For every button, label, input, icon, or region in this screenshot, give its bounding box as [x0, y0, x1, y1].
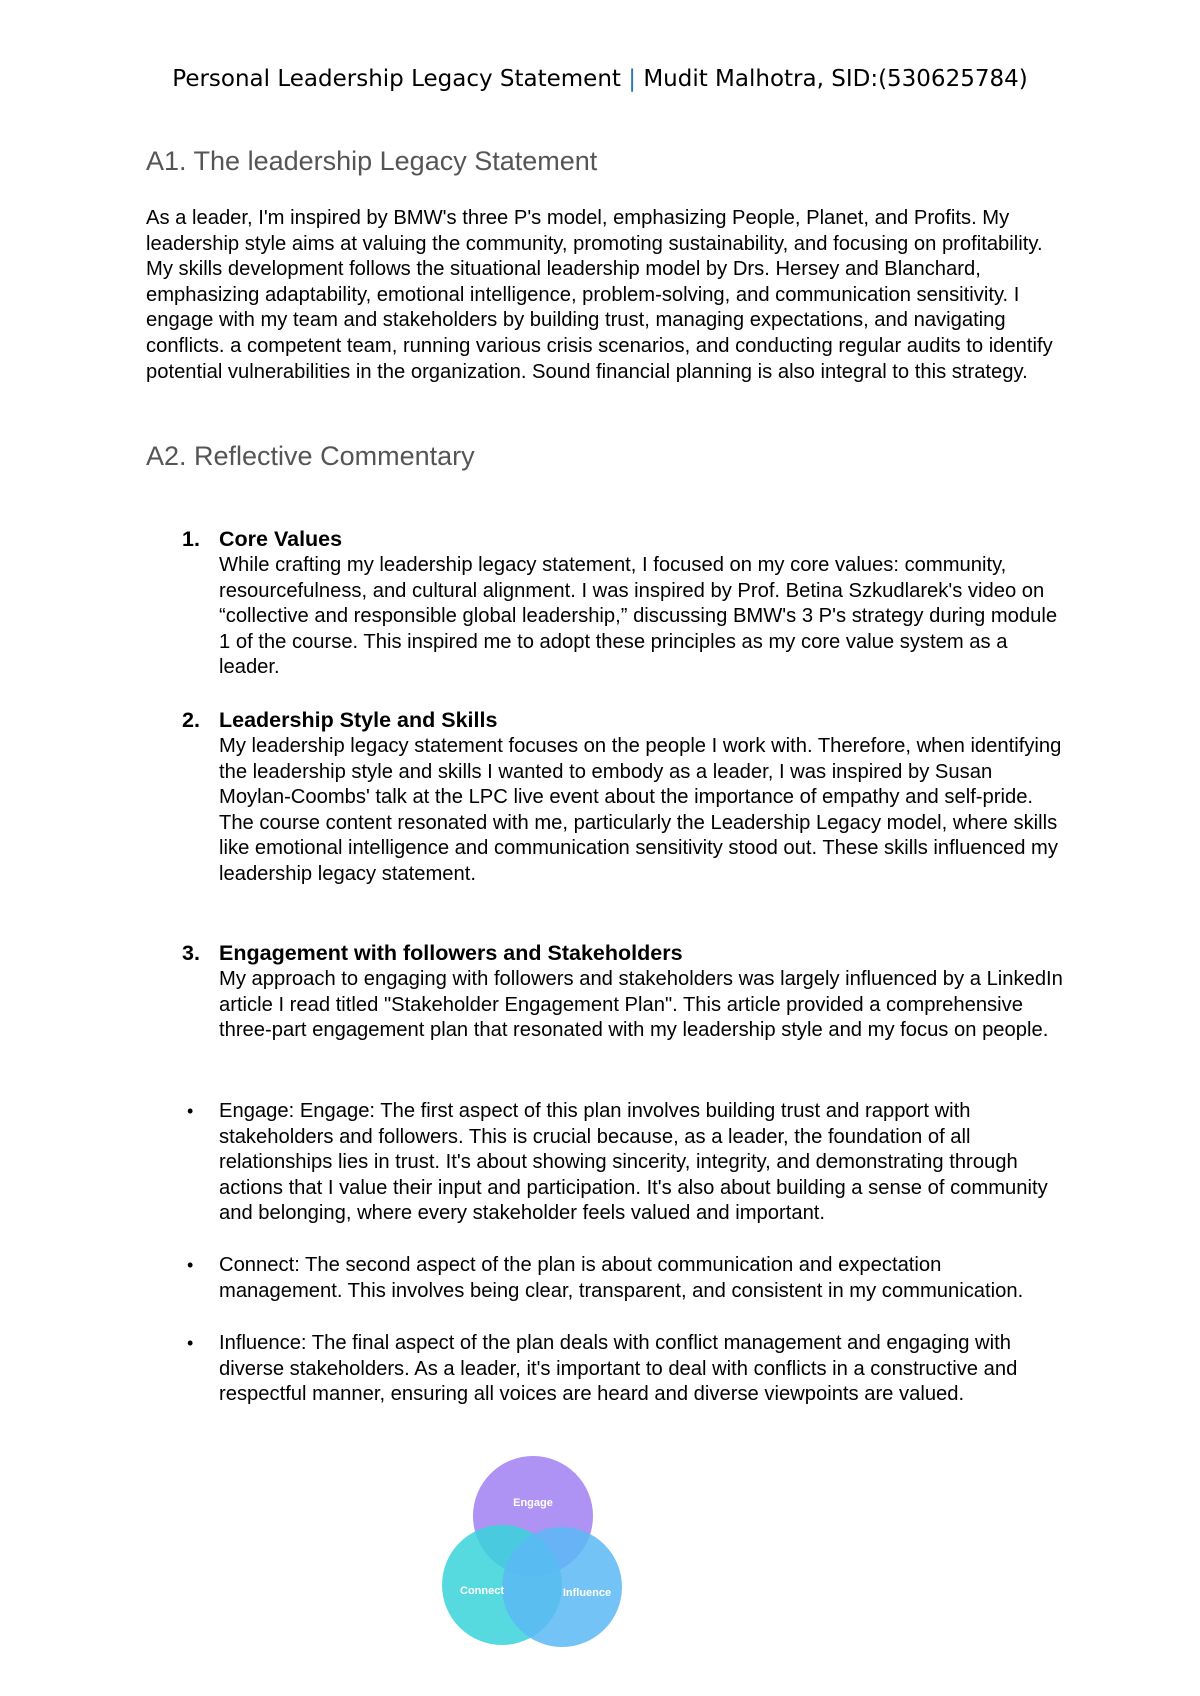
item-title: Leadership Style and Skills: [219, 708, 498, 732]
venn-label-connect: Connect: [460, 1585, 504, 1597]
venn-label-influence: Influence: [562, 1587, 612, 1599]
bullet-dot-icon: •: [187, 1101, 194, 1121]
item-number: 3.: [182, 941, 200, 965]
item-text: My leadership legacy statement focuses on the people I work with. Therefore, when identifying the leadership style and skills I wanted to embody as a leader, I was inspired by Susan Moylan-Coombs' talk at the LPC live event about the importance of empathy and self-pride. The course content resonated with me, particularly the Leadership Legacy model, where skills like emotional intelligence and communication sensitivity stood out. These skills influenced my leadership legacy statement.: [219, 735, 1062, 885]
item-title: Engagement with followers and Stakeholders: [219, 941, 683, 965]
bullet-text: Influence: The final aspect of the plan deals with conflict management and engaging with diverse stakeholders. As a leader, it's important to deal with conflicts in a constructive and respectful manner, ensuring all voices are heard and diverse viewpoints are valued.: [219, 1332, 1018, 1406]
section-a2-heading: A2. Reflective Commentary: [146, 441, 475, 471]
bullet-text: Connect: The second aspect of the plan is about communication and expectation management. This involves being clear, transparent, and consistent in my communication.: [219, 1254, 1024, 1302]
header-separator: |: [628, 66, 636, 92]
venn-diagram: [430, 1444, 650, 1664]
item-text: My approach to engaging with followers and stakeholders was largely influenced by a LinkedIn article I read titled "Stakeholder Engagement Plan". This article provided a comprehensive three-part engagement plan that resonated with my leadership style and my focus on people.: [219, 968, 1063, 1042]
venn-label-engage: Engage: [513, 1497, 553, 1509]
item-title: Core Values: [219, 527, 343, 551]
bullet-dot-icon: •: [187, 1255, 194, 1275]
section-a1-heading: A1. The leadership Legacy Statement: [146, 146, 598, 176]
section-a1-body: As a leader, I'm inspired by BMW's three P's model, emphasizing People, Planet, and Profits. My leadership style aims at valuing the community, promoting sustainability, and focusing on profitability. My skills development follows the situational leadership model by Drs. Hersey and Blanchard, emphasizing adaptability, emotional intelligence, problem-solving, and communication sensitivity. I engage with my team and stakeholders by building trust, managing expectations, and navigating conflicts. a competent team, running various crisis scenarios, and conducting regular audits to identify potential vulnerabilities in the organization. Sound financial planning is also integral to this strategy.: [146, 207, 1053, 383]
bullet-dot-icon: •: [187, 1333, 194, 1353]
bullet-text: Engage: Engage: The first aspect of this plan involves building trust and rapport with stakeholders and followers. This is crucial because, as a leader, the foundation of all relationships lies in trust. It's about showing sincerity, integrity, and demonstrating through actions that I value their input and participation. It's also about building a sense of community and belonging, where every stakeholder feels valued and important.: [219, 1100, 1048, 1225]
item-text: While crafting my leadership legacy statement, I focused on my core values: community, resourcefulness, and cultural alignment. I was inspired by Prof. Betina Szkudlarek's video on “collective and responsible global leadership,” discussing BMW's 3 P's strategy during module 1 of the course. This inspired me to adopt these principles as my core value system as a leader.: [219, 554, 1058, 679]
header-author: Mudit Malhotra, SID:(530625784): [643, 66, 1028, 92]
document-header: [0, 66, 1200, 92]
header-title: Personal Leadership Legacy Statement: [172, 66, 621, 92]
item-number: 2.: [182, 708, 200, 732]
item-number: 1.: [182, 527, 200, 551]
